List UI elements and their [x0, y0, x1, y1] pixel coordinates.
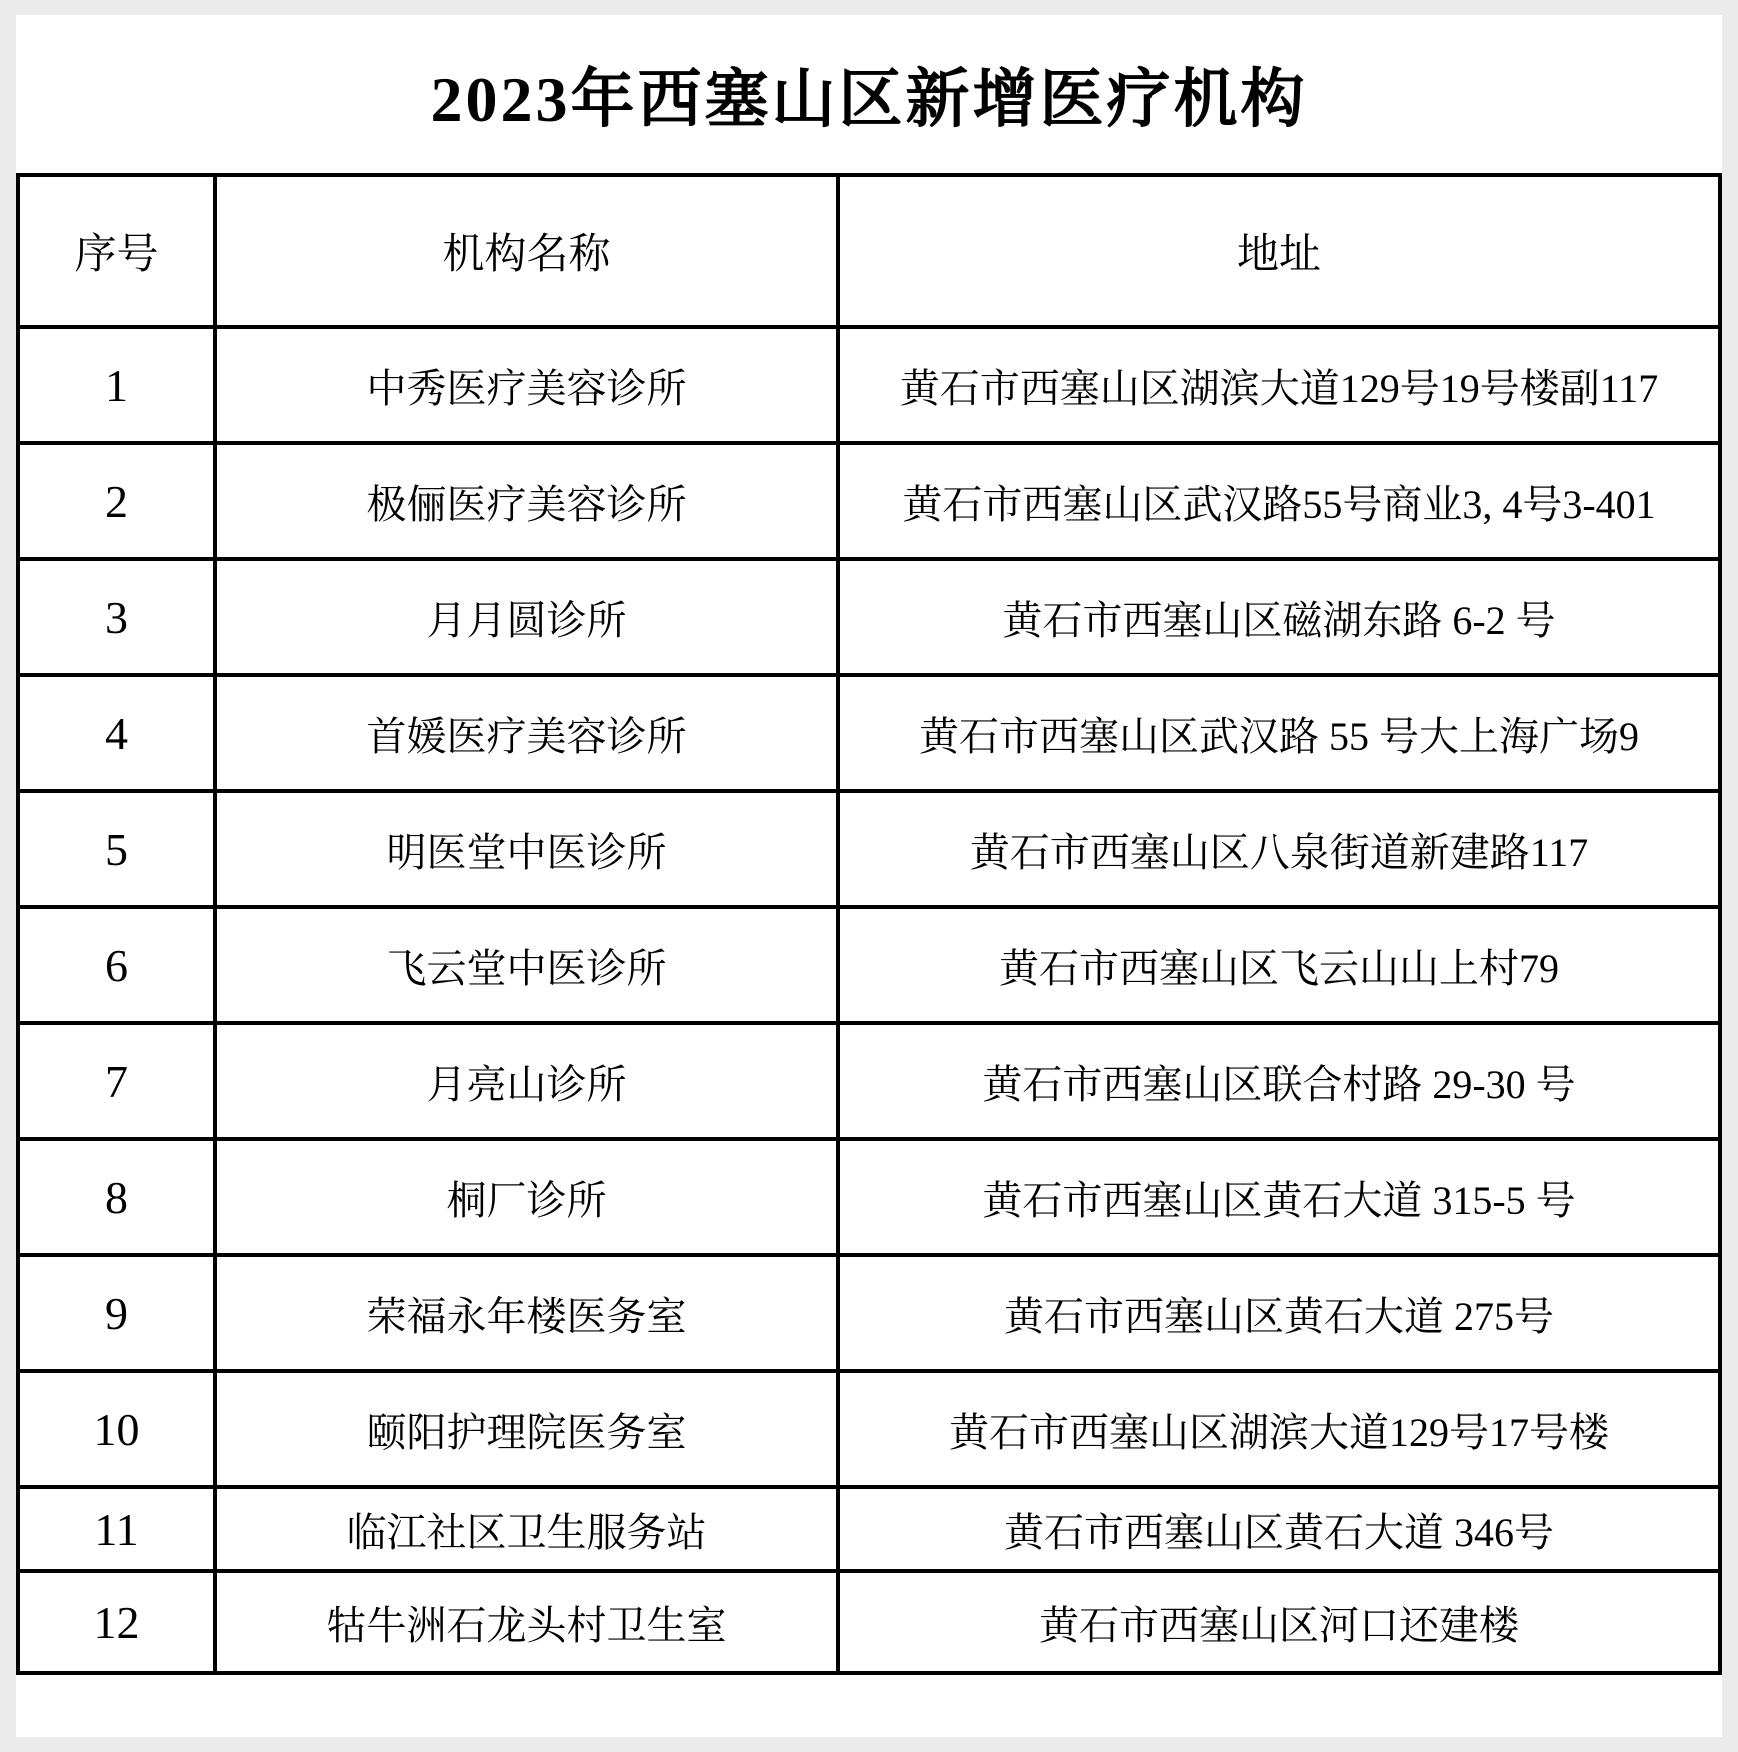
cell-name: 月亮山诊所	[215, 1023, 838, 1139]
cell-address: 黄石市西塞山区黄石大道 275号	[838, 1255, 1720, 1371]
cell-name: 首媛医疗美容诊所	[215, 675, 838, 791]
cell-address: 黄石市西塞山区八泉街道新建路117	[838, 791, 1720, 907]
title-block	[16, 15, 1722, 173]
cell-index: 11	[18, 1487, 215, 1571]
cell-index: 7	[18, 1023, 215, 1139]
cell-index: 9	[18, 1255, 215, 1371]
cell-index: 4	[18, 675, 215, 791]
table-row	[18, 1255, 1720, 1371]
cell-index: 1	[18, 327, 215, 443]
table-row	[18, 907, 1720, 1023]
cell-index: 10	[18, 1371, 215, 1487]
table-row	[18, 1487, 1720, 1571]
page-title: 2023年西塞山区新增医疗机构	[430, 64, 1308, 135]
cell-address: 黄石市西塞山区黄石大道 346号	[838, 1487, 1720, 1571]
cell-address: 黄石市西塞山区联合村路 29-30 号	[838, 1023, 1720, 1139]
medical-institutions-table	[16, 173, 1722, 1675]
table-row	[18, 559, 1720, 675]
cell-name: 桐厂诊所	[215, 1139, 838, 1255]
table-header-row	[18, 175, 1720, 327]
cell-index: 3	[18, 559, 215, 675]
cell-address: 黄石市西塞山区武汉路55号商业3, 4号3-401	[838, 443, 1720, 559]
cell-address: 黄石市西塞山区黄石大道 315-5 号	[838, 1139, 1720, 1255]
cell-name: 极俪医疗美容诊所	[215, 443, 838, 559]
table-row	[18, 443, 1720, 559]
col-header-name: 机构名称	[215, 175, 838, 327]
cell-index: 5	[18, 791, 215, 907]
cell-name: 荣福永年楼医务室	[215, 1255, 838, 1371]
cell-address: 黄石市西塞山区磁湖东路 6-2 号	[838, 559, 1720, 675]
cell-index: 12	[18, 1571, 215, 1673]
cell-name: 月月圆诊所	[215, 559, 838, 675]
table-row	[18, 1139, 1720, 1255]
cell-address: 黄石市西塞山区飞云山山上村79	[838, 907, 1720, 1023]
table-row	[18, 675, 1720, 791]
table-row	[18, 1571, 1720, 1673]
cell-name: 牯牛洲石龙头村卫生室	[215, 1571, 838, 1673]
cell-name: 明医堂中医诊所	[215, 791, 838, 907]
cell-address: 黄石市西塞山区河口还建楼	[838, 1571, 1720, 1673]
cell-address: 黄石市西塞山区湖滨大道129号19号楼副117	[838, 327, 1720, 443]
table-row	[18, 791, 1720, 907]
cell-index: 2	[18, 443, 215, 559]
cell-name: 飞云堂中医诊所	[215, 907, 838, 1023]
cell-name: 颐阳护理院医务室	[215, 1371, 838, 1487]
table-row	[18, 1371, 1720, 1487]
table-row	[18, 327, 1720, 443]
cell-address: 黄石市西塞山区湖滨大道129号17号楼	[838, 1371, 1720, 1487]
cell-index: 8	[18, 1139, 215, 1255]
sheet	[16, 15, 1722, 1737]
cell-name: 中秀医疗美容诊所	[215, 327, 838, 443]
table-row	[18, 1023, 1720, 1139]
cell-address: 黄石市西塞山区武汉路 55 号大上海广场9	[838, 675, 1720, 791]
cell-name: 临江社区卫生服务站	[215, 1487, 838, 1571]
col-header-address: 地址	[838, 175, 1720, 327]
col-header-index: 序号	[18, 175, 215, 327]
cell-index: 6	[18, 907, 215, 1023]
